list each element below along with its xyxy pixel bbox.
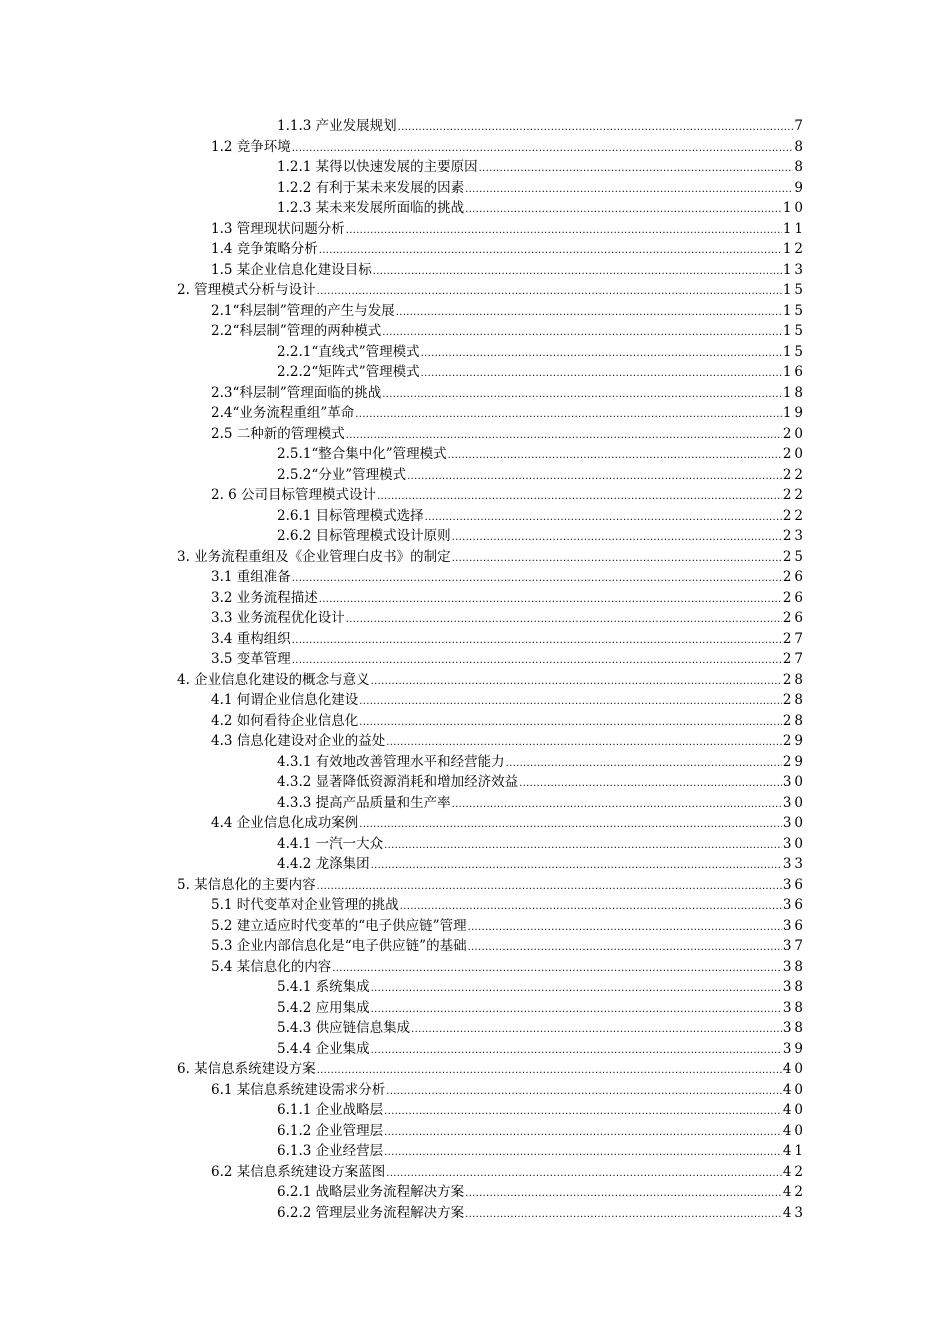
toc-entry[interactable] [0,1182,950,1203]
toc-entry-title: 3.3 业务流程优化设计 [211,610,345,626]
toc-entry-page-number: 22 [782,507,806,524]
toc-entry-page-number: 18 [782,384,806,401]
toc-entry-title: 2.6.1 目标管理模式选择 [277,507,424,524]
toc-entry-page-number: 25 [782,548,806,565]
toc-entry-title: 1.1.3 产业发展规划 [277,118,397,134]
toc-entry-page-number: 20 [782,446,806,462]
toc-dot-leader [317,877,782,898]
toc-entry-page-number: 29 [782,733,806,749]
toc-entry-page-number: 12 [782,241,806,257]
toc-entry-title: 5.4 某信息化的内容 [211,958,332,975]
toc-entry-page-number: 28 [782,712,806,729]
toc-entry[interactable] [0,444,950,465]
toc-dot-leader [407,467,782,488]
toc-dot-leader [465,1205,782,1226]
toc-entry[interactable] [0,711,950,732]
toc-entry-title: 5.4.4 企业集成 [277,1040,370,1057]
toc-entry-page-number: 40 [782,1081,806,1098]
toc-entry-title: 2.4“业务流程重组”革命 [211,405,355,421]
toc-entry-title: 4.3 信息化建设对企业的益处 [211,733,386,749]
toc-dot-leader [384,836,782,857]
toc-dot-leader [384,1102,782,1123]
toc-entry-title: 4.3.3 提高产品质量和生产率 [277,794,451,811]
toc-dot-leader [371,672,782,693]
toc-entry-title: 2.1“科层制”管理的产生与发展 [211,302,395,319]
toc-entry-title: 2.2.2“矩阵式”管理模式 [277,364,420,380]
toc-entry[interactable] [0,280,950,301]
toc-entry-title: 1.3 管理现状问题分析 [211,220,345,237]
toc-dot-leader [292,651,782,672]
toc-entry-title: 6.1.3 企业经营层 [277,1143,384,1159]
toc-dot-leader [452,795,782,816]
toc-entry-page-number: 28 [782,692,806,708]
toc-entry-page-number: 30 [782,815,806,831]
toc-dot-leader [465,200,782,221]
toc-dot-leader [359,713,782,734]
toc-entry[interactable] [0,157,950,178]
toc-dot-leader [317,282,782,303]
toc-entry-title: 6.2 某信息系统建设方案蓝图 [211,1163,386,1180]
toc-entry-page-number: 42 [782,1184,806,1200]
toc-entry[interactable] [0,178,950,199]
toc-entry-page-number: 36 [782,917,806,934]
toc-dot-leader [398,118,794,139]
toc-entry[interactable] [0,752,950,773]
toc-entry-page-number: 39 [782,1040,806,1057]
toc-dot-leader [382,323,782,344]
toc-entry-title: 4.1 何谓企业信息化建设 [211,692,359,708]
toc-dot-leader [292,139,794,160]
toc-dot-leader [332,959,782,980]
toc-entry-page-number: 28 [782,671,806,688]
toc-entry-page-number: 38 [782,958,806,975]
toc-entry-title: 4.4 企业信息化成功案例 [211,815,359,831]
toc-entry[interactable] [0,1100,950,1121]
toc-entry[interactable] [0,834,950,855]
toc-entry-title: 5.4.3 供应链信息集成 [277,1020,411,1036]
toc-dot-leader [425,508,782,529]
toc-entry-title: 3.2 业务流程描述 [211,589,318,606]
toc-dot-leader [479,159,794,180]
toc-entry-page-number: 16 [782,364,806,380]
toc-entry[interactable] [0,916,950,937]
toc-dot-leader [371,1041,782,1062]
toc-entry-page-number: 40 [782,1102,806,1118]
toc-entry-page-number: 38 [782,999,806,1016]
toc-dot-leader [292,569,782,590]
toc-entry[interactable] [0,362,950,383]
toc-dot-leader [317,1061,782,1082]
toc-entry-page-number: 13 [782,261,806,278]
toc-entry[interactable] [0,957,950,978]
toc-entry-title: 4.3.1 有效地改善管理水平和经营能力 [277,753,505,770]
toc-dot-leader [346,610,782,631]
toc-entry-page-number: 22 [782,487,806,503]
toc-entry-title: 5.1 时代变革对企业管理的挑战 [211,897,399,913]
toc-entry-page-number: 27 [782,651,806,667]
toc-dot-leader [319,590,782,611]
toc-entry-page-number: 38 [782,979,806,995]
toc-entry[interactable] [0,383,950,404]
toc-entry-title: 2.5.2“分业”管理模式 [277,466,407,483]
toc-entry-title: 5.3 企业内部信息化是“电子供应链”的基础 [211,938,467,954]
toc-entry-page-number: 38 [782,1020,806,1036]
toc-dot-leader [384,1143,782,1164]
toc-entry-title: 6.2.2 管理层业务流程解决方案 [277,1204,465,1221]
toc-dot-leader [346,221,782,242]
toc-dot-leader [373,262,782,283]
toc-entry-title: 2.3“科层制”管理面临的挑战 [211,384,382,401]
toc-entry-page-number: 22 [782,466,806,483]
toc-dot-leader [386,1164,782,1185]
toc-dot-leader [371,856,782,877]
toc-entry-title: 4.4.2 龙涤集团 [277,856,370,872]
toc-dot-leader [452,528,782,549]
toc-entry-page-number: 27 [782,630,806,647]
toc-entry-page-number: 15 [782,323,806,339]
toc-entry[interactable] [0,403,950,424]
toc-entry-page-number: 40 [782,1122,806,1139]
toc-dot-leader [465,180,793,201]
toc-entry-page-number: 30 [782,774,806,790]
toc-dot-leader [452,549,782,570]
toc-entry-title: 4. 企业信息化建设的概念与意义 [177,671,370,688]
toc-entry-page-number: 36 [782,876,806,893]
toc-dot-leader [371,1000,782,1021]
toc-entry-page-number: 26 [782,589,806,606]
toc-entry[interactable] [0,198,950,219]
toc-entry-title: 6.1.1 企业战略层 [277,1102,384,1118]
toc-entry[interactable] [0,342,950,363]
toc-dot-leader [371,979,782,1000]
toc-entry[interactable] [0,506,950,527]
toc-dot-leader [468,938,782,959]
toc-entry[interactable] [0,629,950,650]
toc-entry-title: 3.1 重组准备 [211,569,291,585]
toc-entry[interactable] [0,1141,950,1162]
toc-entry-page-number: 10 [782,200,806,216]
toc-entry-page-number: 8 [794,159,806,175]
toc-entry-title: 5. 某信息化的主要内容 [177,876,316,893]
toc-entry-title: 3.4 重构组织 [211,630,291,647]
toc-dot-leader [519,774,782,795]
toc-entry[interactable] [0,588,950,609]
toc-dot-leader [359,692,782,713]
toc-entry[interactable] [0,977,950,998]
toc-entry-title: 2.6.2 目标管理模式设计原则 [277,528,451,544]
toc-entry[interactable] [0,875,950,896]
toc-entry-page-number: 26 [782,569,806,585]
toc-entry[interactable] [0,526,950,547]
toc-entry-page-number: 36 [782,897,806,913]
toc-entry-page-number: 8 [794,138,806,155]
toc-entry-title: 2.5 二种新的管理模式 [211,425,345,442]
toc-entry-title: 1.2.1 某得以快速发展的主要原因 [277,159,478,175]
toc-dot-leader [359,815,782,836]
toc-dot-leader [377,487,782,508]
toc-dot-leader [448,446,782,467]
toc-entry[interactable] [0,670,950,691]
toc-entry[interactable] [0,301,950,322]
toc-entry[interactable] [0,1059,950,1080]
toc-entry[interactable] [0,895,950,916]
toc-entry[interactable] [0,547,950,568]
toc-entry-page-number: 41 [782,1143,806,1159]
toc-dot-leader [386,733,782,754]
toc-entry-page-number: 11 [782,220,806,237]
toc-entry-page-number: 37 [782,938,806,954]
toc-entry-title: 4.2 如何看待企业信息化 [211,712,359,729]
toc-entry[interactable] [0,465,950,486]
toc-entry-title: 5.4.2 应用集成 [277,999,370,1016]
toc-entry-title: 4.4.1 一汽一大众 [277,835,384,852]
toc-dot-leader [506,754,782,775]
toc-entry[interactable] [0,854,950,875]
toc-entry-page-number: 43 [782,1204,806,1221]
toc-entry-title: 1.2.2 有利于某未来发展的因素 [277,179,465,196]
toc-entry[interactable] [0,608,950,629]
toc-entry[interactable] [0,116,950,137]
toc-dot-leader [382,385,782,406]
toc-entry[interactable] [0,1018,950,1039]
toc-entry[interactable] [0,690,950,711]
toc-entry[interactable] [0,137,950,158]
toc-dot-leader [411,1020,782,1041]
toc-entry-title: 2.5.1“整合集中化”管理模式 [277,446,447,462]
toc-entry[interactable] [0,219,950,240]
toc-dot-leader [384,1123,782,1144]
toc-dot-leader [292,631,782,652]
toc-entry[interactable] [0,424,950,445]
toc-entry[interactable] [0,936,950,957]
toc-dot-leader [421,344,782,365]
toc-entry-page-number: 26 [782,610,806,626]
toc-entry[interactable] [0,998,950,1019]
toc-entry-page-number: 20 [782,425,806,442]
toc-entry[interactable] [0,772,950,793]
toc-entry-page-number: 23 [782,528,806,544]
toc-entry[interactable] [0,649,950,670]
toc-entry-page-number: 30 [782,835,806,852]
toc-entry-title: 6.1 某信息系统建设需求分析 [211,1081,386,1098]
toc-entry-page-number: 9 [794,179,806,196]
toc-entry-title: 2.2“科层制”管理的两种模式 [211,323,382,339]
toc-entry-title: 5.4.1 系统集成 [277,979,370,995]
toc-entry[interactable] [0,567,950,588]
toc-entry[interactable] [0,1080,950,1101]
toc-entry-title: 4.3.2 显著降低资源消耗和增加经济效益 [277,774,519,790]
toc-entry[interactable] [0,731,950,752]
toc-entry-page-number: 19 [782,405,806,421]
toc-entry[interactable] [0,813,950,834]
toc-entry-page-number: 15 [782,343,806,360]
toc-entry-title: 6.2.1 战略层业务流程解决方案 [277,1184,465,1200]
toc-entry-title: 6. 某信息系统建设方案 [177,1061,316,1077]
toc-entry-page-number: 42 [782,1163,806,1180]
toc-dot-leader [468,918,782,939]
table-of-contents [0,116,950,1223]
toc-entry-title: 1.2.3 某未来发展所面临的挑战 [277,200,465,216]
toc-dot-leader [421,364,782,385]
toc-dot-leader [355,405,782,426]
toc-entry-title: 1.2 竞争环境 [211,138,291,155]
toc-dot-leader [396,303,782,324]
toc-entry-title: 3. 业务流程重组及《企业管理白皮书》的制定 [177,548,451,565]
toc-entry[interactable] [0,260,950,281]
toc-dot-leader [400,897,782,918]
toc-entry[interactable] [0,485,950,506]
toc-entry[interactable] [0,793,950,814]
toc-dot-leader [386,1082,782,1103]
toc-entry-title: 5.2 建立适应时代变革的“电子供应链”管理 [211,917,467,934]
toc-entry-title: 1.4 竞争策略分析 [211,241,318,257]
toc-entry-page-number: 15 [782,302,806,319]
toc-entry-page-number: 30 [782,794,806,811]
toc-entry-page-number: 7 [794,118,806,134]
toc-entry-page-number: 15 [782,282,806,298]
toc-entry-title: 3.5 变革管理 [211,651,291,667]
toc-dot-leader [465,1184,782,1205]
toc-entry-title: 6.1.2 企业管理层 [277,1122,384,1139]
toc-entry[interactable] [0,1162,950,1183]
toc-entry[interactable] [0,1203,950,1224]
toc-entry-title: 2. 管理模式分析与设计 [177,282,316,298]
toc-entry-title: 1.5 某企业信息化建设目标 [211,261,372,278]
toc-entry-title: 2.2.1“直线式”管理模式 [277,343,420,360]
toc-entry-page-number: 40 [782,1061,806,1077]
toc-dot-leader [346,426,782,447]
toc-entry[interactable] [0,321,950,342]
toc-dot-leader [319,241,782,262]
toc-entry[interactable] [0,1121,950,1142]
toc-entry-title: 2. 6 公司目标管理模式设计 [211,487,377,503]
toc-entry-page-number: 29 [782,753,806,770]
toc-entry-page-number: 33 [782,856,806,872]
toc-entry[interactable] [0,1039,950,1060]
toc-entry[interactable] [0,239,950,260]
